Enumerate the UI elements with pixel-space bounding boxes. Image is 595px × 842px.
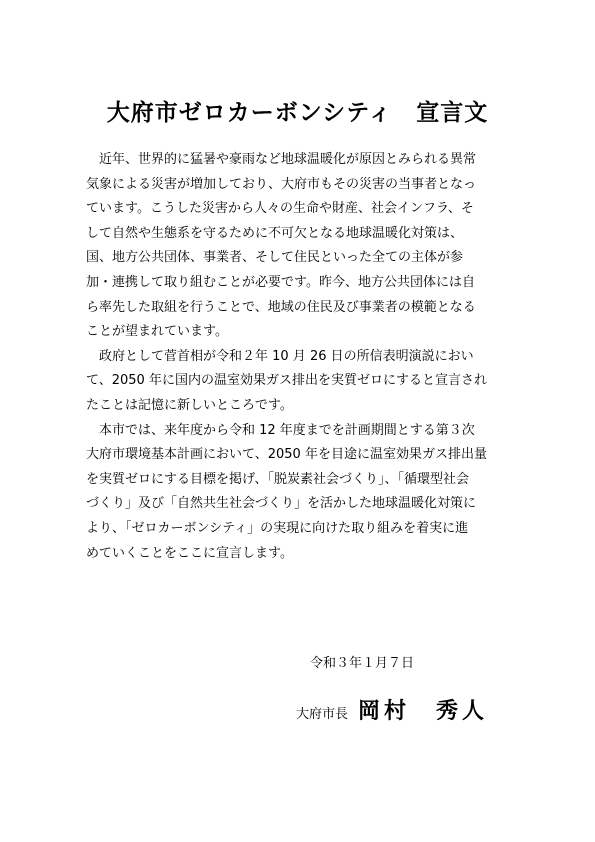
body-line: づくり」及び「自然共生社会づくり」を活かした地球温暖化対策に	[86, 496, 477, 512]
body-line: 政府として菅首相が令和２年 10 月 26 日の所信表明演説におい	[86, 348, 474, 364]
body-line: ています。こうした災害から人々の生命や財産、社会インフラ、そ	[86, 201, 474, 217]
signature-block	[296, 694, 488, 728]
signer-role: 大府市長	[296, 707, 349, 722]
body-line: 国、地方公共団体、事業者、そして住民といった全ての主体が参	[86, 250, 464, 266]
signer-name: 岡村 秀人	[358, 698, 489, 724]
declaration-date: 令和３年１月７日	[310, 656, 415, 671]
body-line: を実質ゼロにする目標を掲げ、「脱炭素社会づくり」、「循環型社会	[86, 471, 469, 487]
body-line: 加・連携して取り組むことが必要です。昨今、地方公共団体には自	[86, 274, 475, 290]
body-line: ことが望まれています。	[86, 324, 228, 340]
body-line: めていくことをここに宣言します。	[86, 545, 293, 561]
document-title: 大府市ゼロカーボンシティ 宣言文	[106, 99, 489, 126]
body-line: たことは記憶に新しいところです。	[86, 397, 293, 413]
body-line: 気象による災害が増加しており、大府市もその災害の当事者となっ	[86, 176, 477, 192]
body-line: 大府市環境基本計画において、2050 年を目途に温室効果ガス排出量	[86, 447, 487, 463]
body-line: 近年、世界的に猛暑や豪雨など地球温暖化が原因とみられる異常	[86, 152, 477, 167]
body-line: ら率先した取組を行うことで、地域の住民及び事業者の模範となる	[86, 299, 476, 315]
body-line: より、「ゼロカーボンシティ」の実現に向けた取り組みを着実に進	[86, 520, 469, 536]
body-line: て、2050 年に国内の温室効果ガス排出を実質ゼロにすると宣言され	[86, 373, 487, 389]
body-line: 本市では、来年度から令和 12 年度までを計画期間とする第３次	[86, 422, 475, 438]
declaration-body	[86, 148, 518, 566]
body-line: して自然や生態系を守るために不可欠となる地球温暖化対策は、	[86, 225, 464, 241]
